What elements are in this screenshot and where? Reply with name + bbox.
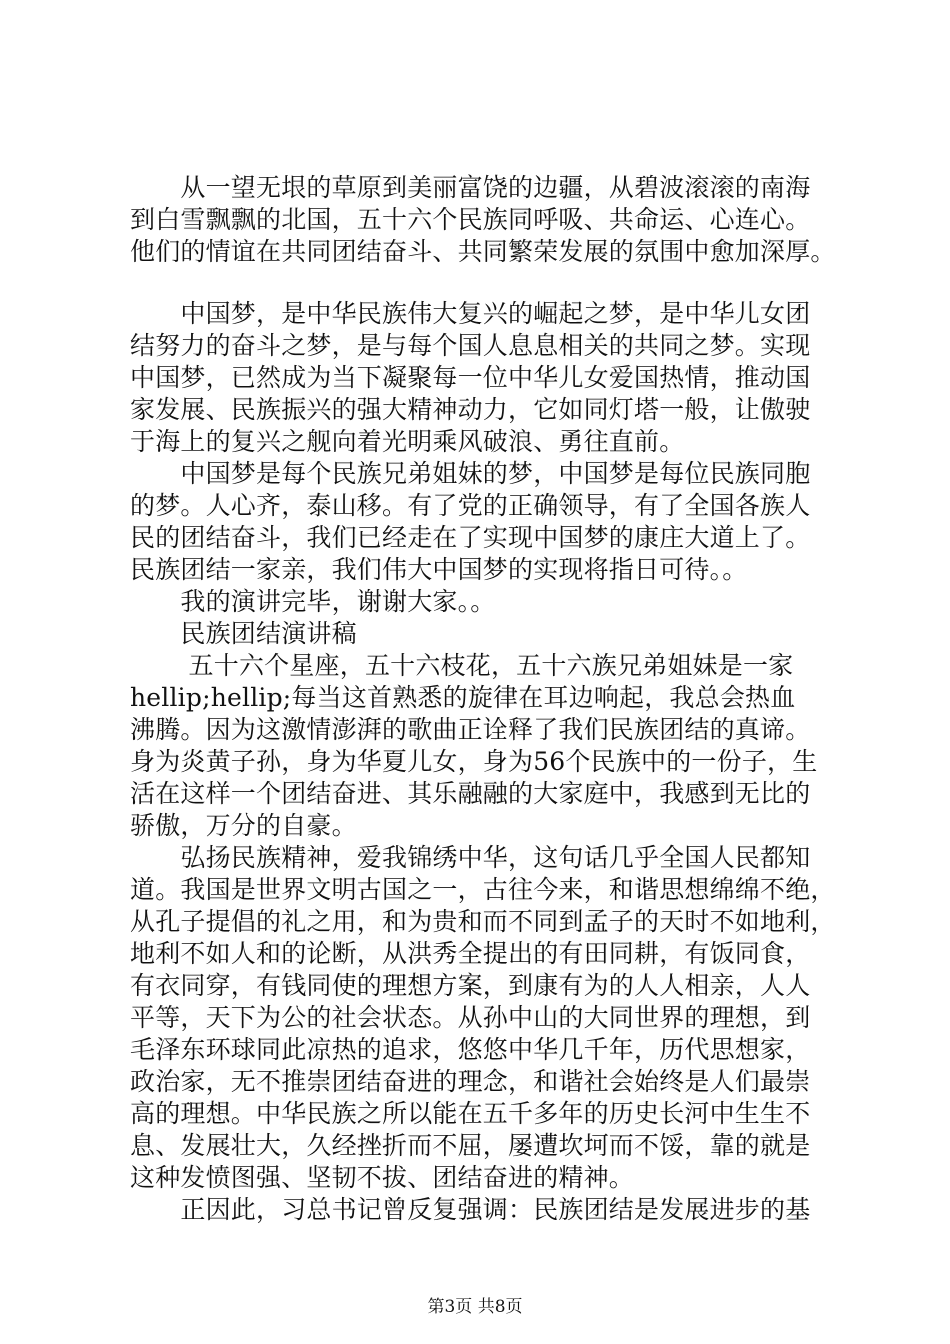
text-line: 沸腾。因为这激情澎湃的歌曲正诠释了我们民族团结的真谛。 xyxy=(130,715,811,744)
text-line: 毛泽东环球同此凉热的追求，悠悠中华几千年，历代思想家， xyxy=(130,1035,811,1064)
text-line: hellip;hellip;每当这首熟悉的旋律在耳边响起，我总会热血 xyxy=(130,683,796,712)
text-line: 五十六个星座，五十六枝花，五十六族兄弟姐妹是一家 xyxy=(130,651,794,680)
text-line: 民族团结一家亲，我们伟大中国梦的实现将指日可待。。 xyxy=(130,555,748,584)
text-line: 结努力的奋斗之梦，是与每个国人息息相关的共同之梦。实现 xyxy=(130,331,811,360)
paragraph-block-2 xyxy=(130,298,850,1226)
text-line: 骄傲，万分的自豪。 xyxy=(130,811,357,840)
text-line: 我的演讲完毕，谢谢大家。。 xyxy=(130,587,496,616)
text-line: 中国梦，已然成为当下凝聚每一位中华儿女爱国热情，推动国 xyxy=(130,363,811,392)
text-line: 活在这样一个团结奋进、其乐融融的大家庭中，我感到无比的 xyxy=(130,779,811,808)
text-line: 有衣同穿，有钱同使的理想方案，到康有为的人人相亲，人人 xyxy=(130,971,811,1000)
document-body xyxy=(130,172,850,1226)
page-footer xyxy=(0,1296,950,1318)
text-line: 道。我国是世界文明古国之一，古往今来，和谐思想绵绵不绝， xyxy=(130,875,836,904)
text-line: 政治家，无不推崇团结奋进的理念，和谐社会始终是人们最崇 xyxy=(130,1067,811,1096)
text-line: 地利不如人和的论断，从洪秀全提出的有田同耕，有饭同食， xyxy=(130,939,811,968)
text-line: 家发展、民族振兴的强大精神动力，它如同灯塔一般，让傲驶 xyxy=(130,395,811,424)
text-line: 正因此，习总书记曾反复强调：民族团结是发展进步的基 xyxy=(130,1195,811,1224)
paragraph-block-1 xyxy=(130,172,850,268)
text-line: 的梦。人心齐，泰山移。有了党的正确领导，有了全国各族人 xyxy=(130,491,811,520)
text-line: 这种发愤图强、坚韧不拔、团结奋进的精神。 xyxy=(130,1163,635,1192)
text-line: 身为炎黄子孙，身为华夏儿女，身为56个民族中的一份子，生 xyxy=(130,747,818,776)
text-line: 从孔子提倡的礼之用，和为贵和而不同到孟子的天时不如地利， xyxy=(130,907,836,936)
text-line: 中国梦是每个民族兄弟姐妹的梦，中国梦是每位民族同胞 xyxy=(130,459,811,488)
paragraph-gap xyxy=(130,268,850,298)
text-line: 民的团结奋斗，我们已经走在了实现中国梦的康庄大道上了。 xyxy=(130,523,811,552)
page-number-label: 第3页 共8页 xyxy=(427,1297,523,1317)
text-line: 中国梦，是中华民族伟大复兴的崛起之梦，是中华儿女团 xyxy=(130,299,811,328)
section-heading: 民族团结演讲稿 xyxy=(130,619,357,648)
text-line: 息、发展壮大，久经挫折而不屈，屡遭坎坷而不馁，靠的就是 xyxy=(130,1131,811,1160)
text-line: 弘扬民族精神，爱我锦绣中华，这句话几乎全国人民都知 xyxy=(130,843,811,872)
text-line: 到白雪飘飘的北国，五十六个民族同呼吸、共命运、心连心。 xyxy=(130,205,811,234)
text-line: 高的理想。中华民族之所以能在五千多年的历史长河中生生不 xyxy=(130,1099,811,1128)
text-line: 平等，天下为公的社会状态。从孙中山的大同世界的理想，到 xyxy=(130,1003,811,1032)
text-line: 从一望无垠的草原到美丽富饶的边疆，从碧波滚滚的南海 xyxy=(130,173,811,202)
text-line: 他们的情谊在共同团结奋斗、共同繁荣发展的氛围中愈加深厚。 xyxy=(130,237,836,266)
text-line: 于海上的复兴之舰向着光明乘风破浪、勇往直前。 xyxy=(130,427,685,456)
